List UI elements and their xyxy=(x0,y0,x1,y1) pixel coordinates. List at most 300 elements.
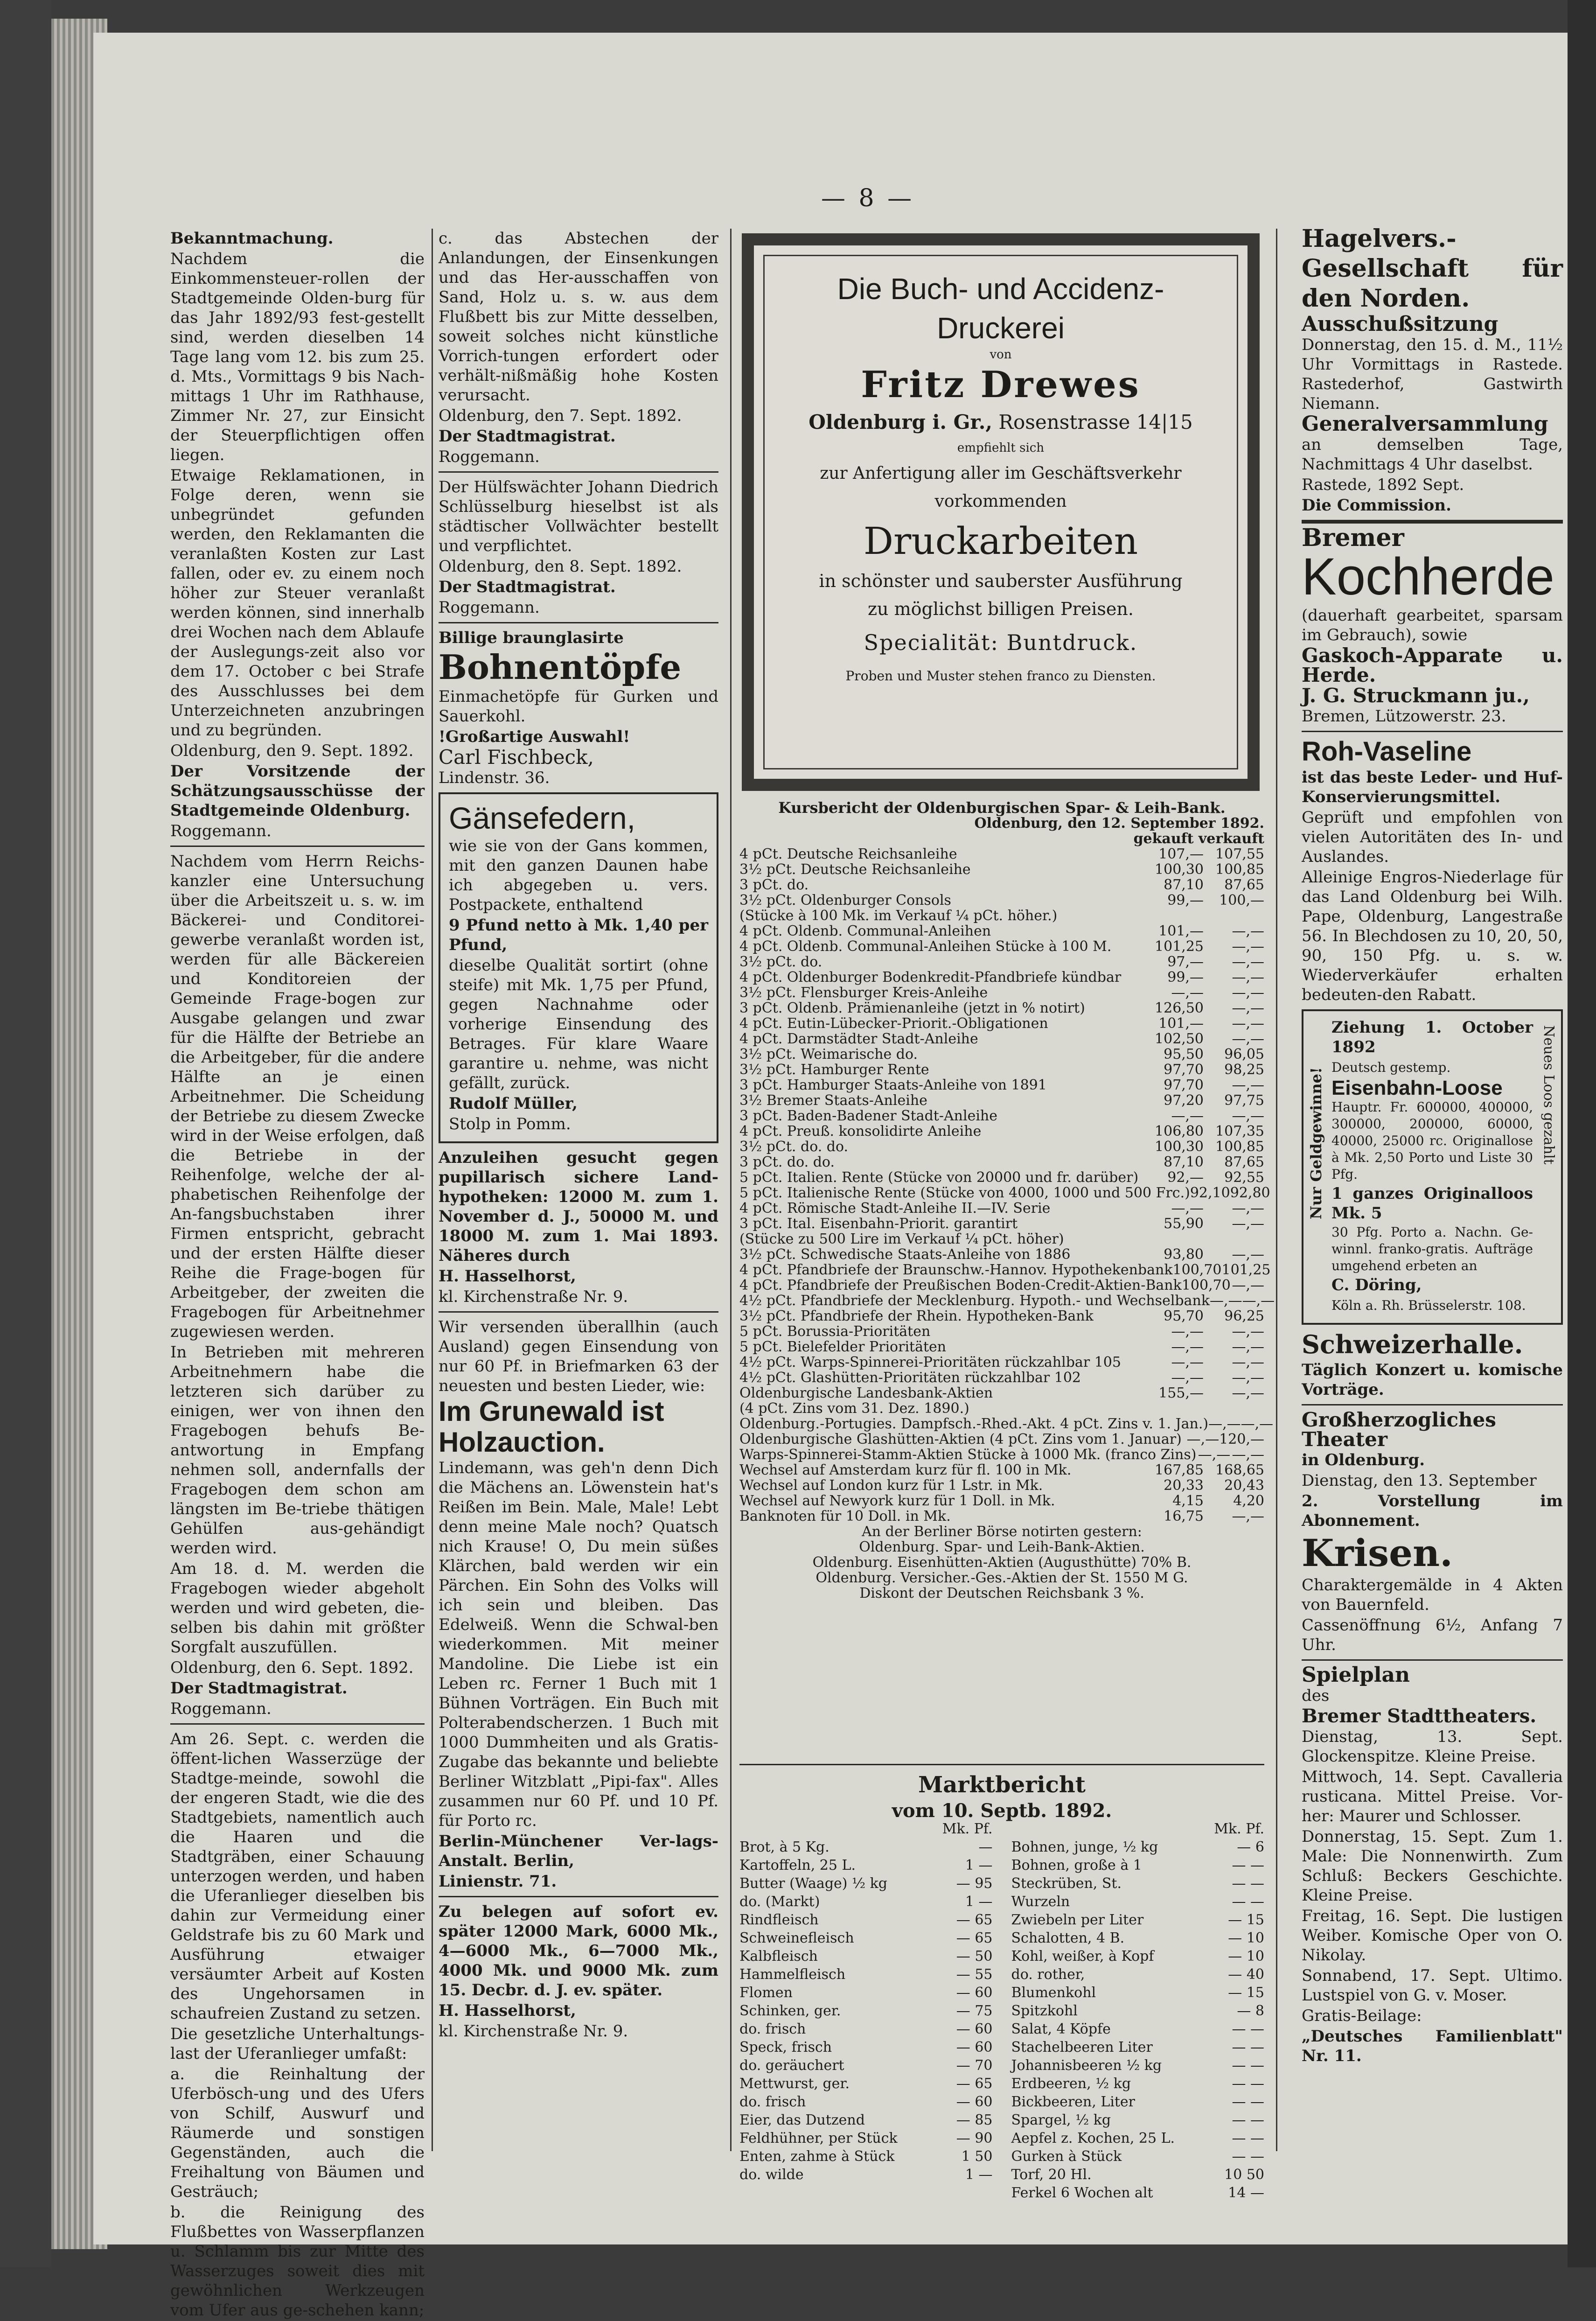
table-cell: (Stücke zu 500 Lire im Verkauf ¼ pCt. höher) xyxy=(739,1231,1064,1247)
bohnen-line3: Einmachetöpfe für Gurken und Sauerkohl. xyxy=(439,687,718,726)
table-cell: — — xyxy=(1232,1857,1264,1874)
table-cell: 120,— xyxy=(1219,1431,1264,1447)
table-cell: Zwiebeln per Liter xyxy=(1011,1912,1144,1928)
table-cell: Oldenburg.-Portugies. Dampfsch.-Rhed.-Akt. 4 pCt. Zins v. 1. Jan.) xyxy=(739,1416,1209,1432)
gans-price: 9 Pfund netto à Mk. 1,40 per Pfund, xyxy=(449,916,708,954)
vas-title: Roh-Vaseline xyxy=(1302,736,1472,767)
table-cell: 100,30 xyxy=(1155,1139,1204,1155)
table-cell: — — xyxy=(1232,1875,1264,1892)
table-row xyxy=(1011,1947,1265,1965)
reich-date: Oldenburg, den 6. Sept. 1892. xyxy=(170,1658,414,1677)
table-cell xyxy=(1143,1401,1204,1416)
druck-title: Druckarbeiten xyxy=(863,519,1138,563)
table-cell: Mettwurst, ger. xyxy=(739,2076,850,2092)
druck-special: Specialität: Buntdruck. xyxy=(864,630,1138,655)
table-cell: —,— xyxy=(1208,1416,1241,1432)
table-row xyxy=(739,1874,993,1893)
bel-address: kl. Kirchenstraße Nr. 9. xyxy=(439,2022,628,2041)
huelf-signature-name: Roggemann. xyxy=(439,598,540,617)
table-row xyxy=(1011,1984,1265,2002)
table-cell: — 40 xyxy=(1228,1966,1264,1983)
kurs-boerse3: Oldenburg. Eisenhütten-Aktien (Augusthütte) 70% B. xyxy=(812,1554,1192,1571)
table-row xyxy=(739,1911,993,1929)
table-row xyxy=(739,1478,1264,1493)
scan-background-right xyxy=(1568,0,1596,2267)
bek-title: Bekanntmachung. xyxy=(170,229,334,248)
table-cell: Wechsel auf London kurz für 1 Lstr. in Mk. xyxy=(739,1477,1043,1494)
table-cell: 4,20 xyxy=(1233,1493,1264,1509)
vas-line4: Alleinige Engros-Niederlage für das Land Oldenburg bei Wilh. Pape, Oldenburg, Langestraße 56. In Blechdosen zu 10, 20, 50, 90, 150 Pfg. u. s. w. Wiederverkäufer erhalten bedeuten-den Rabatt. xyxy=(1302,868,1563,1004)
table-row xyxy=(739,1262,1271,1278)
druck-address xyxy=(783,408,1218,436)
table-cell: — 95 xyxy=(956,1875,993,1892)
table-cell: 92,55 xyxy=(1224,1169,1264,1186)
divider xyxy=(1302,1659,1563,1661)
table-cell: 5 pCt. Bielefelder Prioritäten xyxy=(739,1339,947,1355)
th-play: Krisen. xyxy=(1302,1531,1453,1575)
lose-side-left: Nur Geldgewinne! xyxy=(1307,1067,1325,1220)
table-cell: —,— xyxy=(1232,954,1264,970)
anz-signature: H. Hasselhorst, xyxy=(439,1267,576,1286)
lose-line5: 1 ganzes Originalloos Mk. 5 xyxy=(1331,1184,1533,1223)
th-title: Großherzogliches Theater xyxy=(1302,1408,1496,1451)
table-cell: 99,— xyxy=(1167,892,1204,909)
table-cell: —,— xyxy=(1232,1077,1264,1093)
table-cell: — 10 xyxy=(1228,1948,1264,1964)
table-cell: Ferkel 6 Wochen alt xyxy=(1011,2185,1153,2201)
bel-signature: H. Hasselhorst, xyxy=(439,2001,576,2020)
bohnen-address: Lindenstr. 36. xyxy=(439,769,550,787)
table-cell: 107,55 xyxy=(1215,846,1264,862)
cont-signature-name: Roggemann. xyxy=(439,447,540,466)
kurs-boerse2: Oldenburg. Spar- und Leih-Bank-Aktien. xyxy=(859,1539,1145,1555)
table-cell: —,— xyxy=(1232,1246,1264,1263)
table-row xyxy=(739,1308,1264,1324)
table-row xyxy=(739,1139,1264,1154)
table-cell: — — xyxy=(1232,2039,1264,2055)
table-cell: Banknoten für 10 Doll. in Mk. xyxy=(739,1508,951,1524)
table-row xyxy=(739,1893,993,1911)
reich-signature: Der Stadtmagistrat. xyxy=(170,1679,348,1698)
table-cell: 95,50 xyxy=(1164,1046,1204,1063)
table-row xyxy=(739,1462,1264,1478)
table-cell: — 65 xyxy=(956,1930,993,1946)
table-cell xyxy=(1143,1231,1204,1247)
markt-head-right: Mk. Pf. xyxy=(1214,1821,1264,1837)
table-cell: —,— xyxy=(1232,1216,1264,1232)
table-cell: 3½ pCt. Pfandbriefe der Rhein. Hypotheken-Bank xyxy=(739,1308,1094,1324)
table-cell: 87,65 xyxy=(1224,877,1264,893)
table-cell: do. frisch xyxy=(739,2021,806,2037)
table-cell: 97,70 xyxy=(1164,1062,1204,1078)
table-cell: 87,10 xyxy=(1164,877,1204,893)
table-cell: 4,15 xyxy=(1172,1493,1204,1509)
table-row xyxy=(739,1201,1264,1216)
table-cell: do. frisch xyxy=(739,2094,806,2110)
sp-line6: Donnerstag, 15. Sept. Zum 1. Male: Die Nonnenwirth. Zum Schluß: Beckers Geschichte. Kleine Preise. xyxy=(1302,1827,1563,1905)
table-cell: Stachelbeeren Liter xyxy=(1011,2039,1153,2055)
koch-address: Bremen, Lützowerstr. 23. xyxy=(1302,707,1506,726)
table-row xyxy=(739,985,1264,1000)
table-cell: —,— xyxy=(1171,985,1204,1001)
table-row xyxy=(739,1339,1264,1355)
table-cell: 4 pCt. Oldenburger Bodenkredit-Pfandbriefe kündbar xyxy=(739,969,1122,986)
table-cell: — — xyxy=(1232,2112,1264,2128)
table-row xyxy=(739,1247,1264,1262)
vas-line3: Geprüft und empfohlen von vielen Autoritäten des In- und Auslandes. xyxy=(1302,808,1563,866)
table-cell: 100,— xyxy=(1219,892,1264,909)
table-cell: — 75 xyxy=(956,2003,993,2019)
table-cell xyxy=(1143,908,1204,923)
table-cell: —,— xyxy=(1210,1293,1242,1309)
table-row xyxy=(1011,2129,1265,2147)
gans-place: Stolp in Pomm. xyxy=(449,1115,571,1133)
table-cell: 100,85 xyxy=(1215,861,1264,878)
table-cell: —,— xyxy=(1186,1431,1220,1447)
table-cell: —,— xyxy=(1171,1323,1204,1340)
table-cell: — 15 xyxy=(1228,1912,1264,1928)
table-cell: — 50 xyxy=(956,1948,993,1964)
table-cell: —,— xyxy=(1232,1108,1264,1124)
huelf-date: Oldenburg, den 8. Sept. 1892. xyxy=(439,557,682,576)
table-row xyxy=(739,893,1264,908)
divider xyxy=(170,846,425,847)
sp-title: Spielplan xyxy=(1302,1663,1410,1687)
table-row xyxy=(739,1838,993,1856)
markt-date: vom 10. Septb. 1892. xyxy=(892,1800,1112,1822)
table-cell: —,— xyxy=(1171,1354,1204,1370)
druckerei-ad-frame xyxy=(742,233,1260,791)
lose-line1: Ziehung 1. October 1892 xyxy=(1331,1018,1533,1056)
sch-title: Schweizerhalle. xyxy=(1302,1329,1523,1359)
table-row xyxy=(739,2093,993,2111)
table-row xyxy=(739,1154,1264,1170)
table-row xyxy=(1011,1929,1265,1947)
table-cell: —,— xyxy=(1232,1385,1264,1401)
table-cell: — 55 xyxy=(956,1966,993,1983)
divider xyxy=(739,1764,1264,1765)
table-cell: 4½ pCt. Warps-Spinnerei-Prioritäten rückzahlbar 105 xyxy=(739,1354,1121,1370)
druck-line2: von xyxy=(990,348,1012,362)
table-row xyxy=(739,1278,1264,1293)
table-row xyxy=(739,2020,993,2038)
table-row xyxy=(739,1047,1264,1062)
table-cell: (Stücke à 100 Mk. im Verkauf ¼ pCt. höher.) xyxy=(739,908,1058,924)
table-cell: 99,— xyxy=(1167,969,1204,986)
table-cell: — 65 xyxy=(956,1912,993,1928)
kurs-head: gekauft verkauft xyxy=(1133,831,1264,847)
hagel-details2: an demselben Tage, Nachmittags 4 Uhr daselbst. xyxy=(1302,435,1563,474)
table-row xyxy=(739,2111,993,2129)
table-cell: 96,25 xyxy=(1224,1308,1264,1324)
table-row xyxy=(739,1062,1264,1077)
table-cell: —,— xyxy=(1232,1277,1264,1293)
table-cell: Feldhühner, per Stück xyxy=(739,2130,898,2146)
table-cell: 100,70 xyxy=(1181,1277,1231,1293)
table-cell: Schweinefleisch xyxy=(739,1930,854,1946)
hagel-general: Generalversammlung xyxy=(1302,412,1548,436)
kursbericht xyxy=(739,799,1275,1601)
table-cell: 100,30 xyxy=(1155,861,1204,878)
lose-ad-box xyxy=(1302,1009,1563,1325)
table-cell: Wechsel auf Amsterdam kurz für fl. 100 in Mk. xyxy=(739,1462,1072,1478)
table-cell: do. geräuchert xyxy=(739,2057,844,2074)
table-cell: 93,80 xyxy=(1164,1246,1204,1263)
table-cell: —,— xyxy=(1232,985,1264,1001)
table-cell: 92,10 xyxy=(1190,1185,1230,1201)
table-cell: 87,10 xyxy=(1164,1154,1204,1170)
divider xyxy=(439,1311,718,1313)
table-cell: 3½ pCt. do. do. xyxy=(739,1139,849,1155)
table-cell: 97,70 xyxy=(1164,1077,1204,1093)
reich-signature-name: Roggemann. xyxy=(170,1699,272,1718)
lose-address: Köln a. Rh. Brüsselerstr. 108. xyxy=(1331,1298,1526,1313)
druck-line1: Die Buch- und Accidenz-Druckerei xyxy=(837,272,1164,345)
table-cell: —,— xyxy=(1242,1293,1275,1309)
th-desc: Charaktergemälde in 4 Akten von Bauernfeld. xyxy=(1302,1576,1563,1614)
table-cell: 4½ pCt. Glashütten-Prioritäten rückzahlbar 102 xyxy=(739,1370,1081,1386)
druck-line11: Proben und Muster stehen franco zu Diensten. xyxy=(845,668,1156,684)
table-row xyxy=(739,1093,1264,1108)
hagel-title: Hagelvers.-Gesellschaft für den Norden. xyxy=(1302,224,1563,313)
bek-date: Oldenburg, den 9. Sept. 1892. xyxy=(170,741,414,760)
table-cell: — — xyxy=(1232,2148,1264,2165)
table-cell: (4 pCt. Zins vom 31. Dez. 1890.) xyxy=(739,1400,969,1417)
koch-line3: (dauerhaft gearbeitet, sparsam im Gebrauch), sowie xyxy=(1302,606,1563,644)
table-row xyxy=(739,1077,1264,1093)
gans-ad-box xyxy=(439,792,718,1143)
grun-text: Wir versenden überallhin (auch Ausland) gegen Einsendung von nur 60 Pf. in Briefmarken 63 der neuesten und besten Lieder, wie: xyxy=(439,1318,718,1395)
page-number: — 8 — xyxy=(821,184,915,212)
table-cell: Hammelfleisch xyxy=(739,1966,846,1983)
table-cell: 20,43 xyxy=(1224,1477,1264,1494)
druck-line9: zu möglichst billigen Preisen. xyxy=(868,599,1134,619)
th-abo: 2. Vorstellung im Abonnement. xyxy=(1302,1492,1563,1530)
table-cell: —,— xyxy=(1171,1108,1204,1124)
table-cell: — — xyxy=(1232,2130,1264,2146)
lose-line2: Deutsch gestemp. xyxy=(1331,1060,1451,1075)
table-cell: 3½ pCt. Oldenburger Consols xyxy=(739,892,951,909)
sp-line8: Sonnabend, 17. Sept. Ultimo. Lustspiel von G. v. Moser. xyxy=(1302,1966,1563,2005)
table-cell: — 85 xyxy=(956,2112,993,2128)
lose-line6: 30 Pfg. Porto a. Nachn. Ge-winnl. franko-gratis. Aufträge umgehend erbeten an xyxy=(1331,1224,1533,1273)
grun-title1: Im Grunewald ist xyxy=(439,1396,664,1427)
table-cell xyxy=(1204,1401,1264,1416)
table-row xyxy=(739,1385,1264,1401)
table-row xyxy=(739,1016,1264,1031)
table-cell: —,— xyxy=(1171,1200,1204,1216)
table-row xyxy=(1011,1856,1265,1874)
table-row xyxy=(739,2002,993,2020)
column-rule xyxy=(730,229,732,2151)
table-row xyxy=(739,1493,1264,1509)
bek-signature: Der Vorsitzende der Schätzungsausschüsse der Stadtgemeinde Oldenburg. xyxy=(170,762,425,820)
table-cell: — 60 xyxy=(956,2094,993,2110)
table-row xyxy=(1011,2075,1265,2093)
table-cell: 10 50 xyxy=(1224,2167,1264,2183)
table-cell: Steckrüben, St. xyxy=(1011,1875,1122,1892)
kurs-title: Kursbericht der Oldenburgischen Spar- & Leih-Bank. xyxy=(778,799,1226,817)
table-row xyxy=(1011,2166,1265,2184)
table-cell: —,— xyxy=(1232,1015,1264,1032)
table-cell: Bickbeeren, Liter xyxy=(1011,2094,1135,2110)
bohnen-name: Carl Fischbeck, xyxy=(439,746,594,769)
table-cell: — 60 xyxy=(956,1985,993,2001)
table-cell: 4 pCt. Preuß. konsolidirte Anleihe xyxy=(739,1123,982,1140)
table-cell: — — xyxy=(1232,2076,1264,2092)
table-cell: 97,— xyxy=(1167,954,1204,970)
marktbericht xyxy=(739,1759,1264,2202)
table-cell: 126,50 xyxy=(1155,1000,1204,1016)
table-row xyxy=(739,1447,1264,1462)
table-cell: Schalotten, 4 B. xyxy=(1011,1930,1125,1946)
hagel-signature: Die Commission. xyxy=(1302,496,1451,515)
hagel-details: Donnerstag, den 15. d. M., 11½ Uhr Vormittags in Rastede. Rastederhof, Gastwirth Niemann. xyxy=(1302,336,1563,413)
table-cell: 4 pCt. Römische Stadt-Anleihe II.—IV. Serie xyxy=(739,1200,1051,1216)
bohnen-line1: Billige braunglasirte xyxy=(439,629,624,647)
table-cell: 96,05 xyxy=(1224,1046,1264,1063)
lose-title: Eisenbahn-Loose xyxy=(1331,1077,1503,1099)
druck-line6: zur Anfertigung aller im Geschäftsverkehr vorkommenden xyxy=(820,464,1182,511)
table-cell: 4 pCt. Pfandbriefe der Braunschw.-Hannov. Hypothekenbank xyxy=(739,1262,1173,1278)
sp-line9: Gratis-Beilage: xyxy=(1302,2006,1422,2025)
table-cell: 102,50 xyxy=(1155,1031,1204,1047)
table-row xyxy=(1011,2111,1265,2129)
table-row xyxy=(739,923,1264,939)
table-row xyxy=(739,1000,1264,1016)
table-cell: 3½ pCt. Flensburger Kreis-Anleihe xyxy=(739,985,988,1001)
table-cell: 4 pCt. Darmstädter Stadt-Anleihe xyxy=(739,1031,978,1047)
table-row xyxy=(739,939,1264,954)
table-cell: 92,— xyxy=(1167,1169,1204,1186)
kurs-boerse1: An der Berliner Börse notirten gestern: xyxy=(862,1524,1142,1540)
lose-side-right: Neues Loos gezahlt xyxy=(1540,1025,1557,1165)
table-row xyxy=(739,1370,1264,1385)
markt-title: Marktbericht xyxy=(918,1772,1086,1798)
kurs-table xyxy=(739,846,1275,1524)
druck-street: Rosenstrasse 14|15 xyxy=(998,411,1193,433)
table-cell: 3½ Bremer Staats-Anleihe xyxy=(739,1092,927,1109)
hagel-ausschuss: Ausschußsitzung xyxy=(1302,312,1498,336)
gans-text2: dieselbe Qualität sortirt (ohne steife) mit Mk. 1,75 per Pfund, gegen Nachnahme oder vorherige Einsendung des Betrages. Für klare Waare garantire u. nehme, was nicht gefällt, zurück. xyxy=(449,956,708,1092)
lose-name: C. Döring, xyxy=(1331,1276,1422,1294)
table-cell: 3 pCt. do. do. xyxy=(739,1154,835,1170)
table-cell xyxy=(1204,1231,1264,1247)
table-cell: —,— xyxy=(1232,1447,1264,1463)
table-cell: 107,35 xyxy=(1215,1123,1264,1140)
table-row xyxy=(739,2166,993,2184)
column-rule xyxy=(1276,229,1277,2151)
scan-background-left xyxy=(0,0,51,2267)
table-cell: —,— xyxy=(1171,1339,1204,1355)
table-cell: 3½ pCt. Hamburger Rente xyxy=(739,1062,929,1078)
table-row xyxy=(739,1984,993,2002)
table-row xyxy=(1011,2020,1265,2038)
table-cell: 3½ pCt. do. xyxy=(739,954,822,970)
table-row xyxy=(739,1432,1264,1447)
table-cell: 1 — xyxy=(965,1894,993,1910)
table-cell: 107,— xyxy=(1158,846,1204,862)
table-cell: —,— xyxy=(1232,1339,1264,1355)
table-cell: 4 pCt. Eutin-Lübecker-Priorit.-Obligationen xyxy=(739,1015,1048,1032)
table-cell: Oldenburgische Landesbank-Aktien xyxy=(739,1385,993,1401)
kurs-date: Oldenburg, den 12. September 1892. xyxy=(974,815,1264,832)
table-cell: 4 pCt. Pfandbriefe der Preußischen Boden-Credit-Aktien-Bank xyxy=(739,1277,1182,1293)
column-4 xyxy=(1302,224,1563,2067)
column-rule xyxy=(432,229,433,2151)
druckerei-ad-inner xyxy=(763,255,1238,769)
table-cell: —,— xyxy=(1232,1323,1264,1340)
table-cell: 97,20 xyxy=(1164,1092,1204,1109)
grun-address: Linienstr. 71. xyxy=(439,1872,557,1891)
table-row xyxy=(739,1031,1264,1047)
grun-signature: Berlin-Münchener Ver-lags-Anstalt. Berlin, xyxy=(439,1832,718,1870)
table-cell: do. rother, xyxy=(1011,1966,1085,1983)
table-cell: — 60 xyxy=(956,2039,993,2055)
table-cell: 55,90 xyxy=(1164,1216,1204,1232)
table-row xyxy=(1011,2038,1265,2056)
druck-name: Fritz Drewes xyxy=(861,364,1141,406)
table-row xyxy=(1011,2147,1265,2166)
bohnen-line4: !Großartige Auswahl! xyxy=(439,727,630,746)
table-row xyxy=(1011,2002,1265,2020)
table-cell: 1 — xyxy=(965,2167,993,2183)
cont-text: c. das Abstechen der Anlandungen, der Einsenkungen und das Her-ausschaffen von Sand, Holz u. s. w. aus dem Flußbett bis zur Mitte desselben, soweit solches nicht künstliche Vorrich-tungen erfordert oder verhält-nißmäßig hohe Kosten verursacht. xyxy=(439,229,718,405)
table-cell: 5 pCt. Italienische Rente (Stücke von 4000, 1000 und 500 Frc.) xyxy=(739,1185,1190,1201)
table-row xyxy=(1011,1911,1265,1929)
table-cell: 3 pCt. Oldenb. Prämienanleihe (jetzt in % notirt) xyxy=(739,1000,1085,1016)
markt-right-rows xyxy=(1011,1838,1265,2202)
table-cell: 100,85 xyxy=(1215,1139,1264,1155)
table-cell: —,— xyxy=(1232,1354,1264,1370)
table-cell: 4 pCt. Oldenb. Communal-Anleihen Stücke à 100 M. xyxy=(739,938,1112,955)
divider xyxy=(1302,731,1563,732)
table-cell: Enten, zahme à Stück xyxy=(739,2148,895,2165)
table-cell: Erdbeeren, ½ kg xyxy=(1011,2076,1131,2092)
table-cell: —,— xyxy=(1232,938,1264,955)
table-row xyxy=(1011,1893,1265,1911)
druck-line8: in schönster und sauberster Ausführung xyxy=(819,571,1183,591)
table-row xyxy=(739,2056,993,2075)
table-row xyxy=(739,1416,1274,1432)
table-cell: —,— xyxy=(1232,1200,1264,1216)
th-date: Dienstag, den 13. September xyxy=(1302,1471,1537,1490)
table-cell: Bohnen, große à 1 xyxy=(1011,1857,1142,1874)
table-row xyxy=(739,2038,993,2056)
table-cell: Kohl, weißer, à Kopf xyxy=(1011,1948,1154,1964)
table-cell: Aepfel z. Kochen, 25 L. xyxy=(1011,2130,1175,2146)
table-cell: 87,65 xyxy=(1224,1154,1264,1170)
bek-signature-name: Roggemann. xyxy=(170,822,272,840)
table-row xyxy=(1011,1838,1265,1856)
table-row xyxy=(739,846,1264,862)
table-cell: 167,85 xyxy=(1155,1462,1204,1478)
sp-line7: Freitag, 16. Sept. Die lustigen Weiber. Komische Oper von O. Nikolay. xyxy=(1302,1907,1563,1964)
anz-address: kl. Kirchenstraße Nr. 9. xyxy=(439,1287,628,1306)
table-cell: — 15 xyxy=(1228,1985,1264,2001)
table-cell: Schinken, ger. xyxy=(739,2003,841,2019)
table-cell: Rindfleisch xyxy=(739,1912,819,1928)
huelf-text: Der Hülfswächter Johann Diedrich Schlüsselburg hieselbst ist als städtischer Vollwächter bestellt und verpflichtet. xyxy=(439,478,718,555)
markt-left xyxy=(739,1820,1002,2202)
sp-line4: Dienstag, 13. Sept. Glockenspitze. Kleine Preise. xyxy=(1302,1727,1563,1766)
table-cell: Wechsel auf Newyork kurz für 1 Doll. in Mk. xyxy=(739,1493,1055,1509)
table-cell: —,— xyxy=(1232,1031,1264,1047)
sp-theater: Bremer Stadttheaters. xyxy=(1302,1705,1537,1727)
divider xyxy=(170,1723,425,1725)
wasser-text2: Die gesetzliche Unterhaltungs-last der Uferanlieger umfaßt: xyxy=(170,2025,425,2063)
table-row xyxy=(1011,1874,1265,1893)
